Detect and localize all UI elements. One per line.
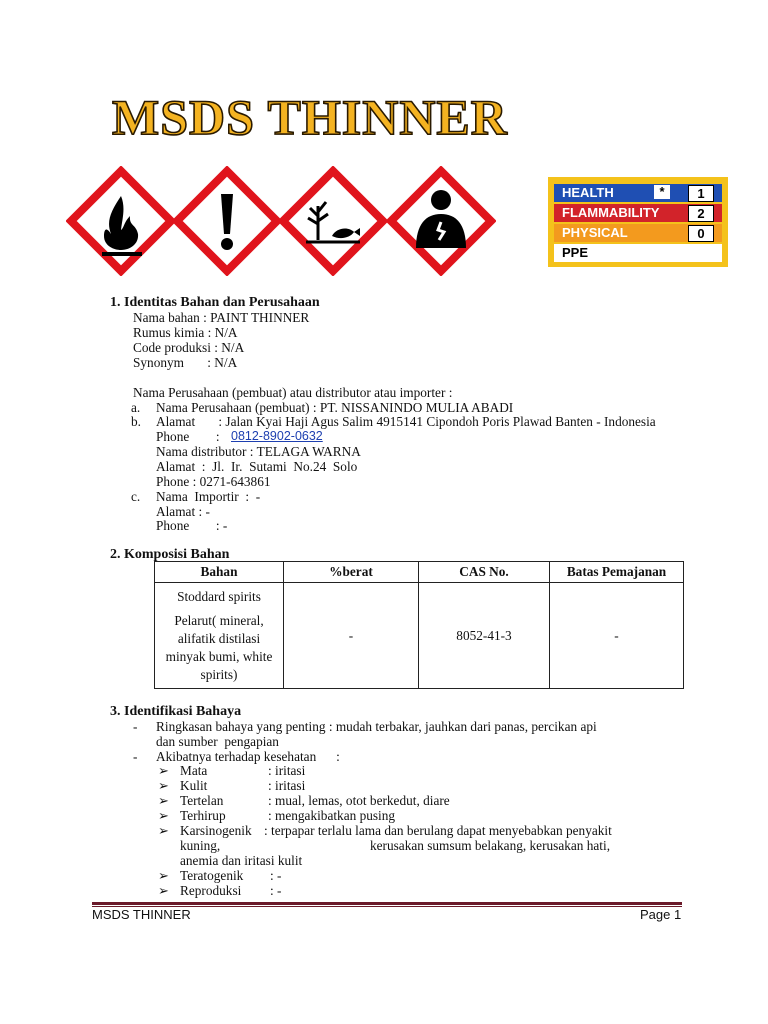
- effect-name: Tertelan: [180, 793, 224, 808]
- item-b-label: b.: [131, 414, 141, 429]
- dash-bullet: -: [133, 719, 138, 734]
- bahan-line: spirits): [200, 667, 238, 682]
- health-rating-row: [554, 184, 722, 202]
- phone-link[interactable]: 0812-8902-0632: [231, 429, 323, 443]
- bahan-line: minyak bumi, white: [165, 649, 273, 664]
- item-c-label: c.: [131, 489, 141, 504]
- effect-name: Karsinogenik: [180, 823, 252, 838]
- table-header-row: [155, 562, 684, 583]
- effect-name: Teratogenik: [180, 868, 244, 883]
- ringkasan-bahaya-cont: dan sumber pengapian: [156, 734, 279, 749]
- physical-value: 0: [688, 225, 714, 242]
- section-3-heading: 3. Identifikasi Bahaya: [110, 704, 242, 719]
- bahan-line: Stoddard spirits: [177, 589, 261, 604]
- environment-icon: [278, 166, 388, 276]
- arrow-bullet: ➢: [158, 868, 169, 883]
- flammability-value: 2: [688, 205, 714, 222]
- col-cas: CAS No.: [419, 562, 550, 583]
- arrow-bullet: ➢: [158, 883, 169, 898]
- company-intro: Nama Perusahaan (pembuat) atau distributor atau importer :: [133, 385, 453, 400]
- phone-label: Phone :: [156, 429, 220, 444]
- effect-value: : iritasi: [268, 778, 306, 793]
- effect-name: Reproduksi: [180, 883, 242, 898]
- rumus-kimia: Rumus kimia : N/A: [133, 325, 238, 340]
- hazard-pictograms: [66, 166, 526, 276]
- section-1-heading: 1. Identitas Bahan dan Perusahaan: [110, 295, 320, 310]
- effect-value: : mengakibatkan pusing: [268, 808, 396, 823]
- effect-name: Kulit: [180, 778, 208, 793]
- cell-berat: -: [284, 583, 419, 689]
- effect-value-cont: kuning,: [180, 838, 221, 853]
- page-number: Page 1: [640, 907, 682, 922]
- section-2-heading: 2. Komposisi Bahan: [110, 547, 230, 562]
- effect-value: : terpapar terlalu lama dan berulang dapat menyebabkan penyakit: [264, 823, 612, 838]
- effect-value-cont: kerusakan sumsum belakang, kerusakan hati,: [370, 838, 611, 853]
- item-a-label: a.: [131, 400, 141, 415]
- health-value: 1: [688, 185, 714, 202]
- arrow-bullet: ➢: [158, 763, 169, 778]
- synonym: Synonym : N/A: [133, 355, 238, 370]
- hazard-rating-panel: [548, 177, 728, 267]
- effect-name: Mata: [180, 763, 208, 778]
- distributor-name: Nama distributor : TELAGA WARNA: [156, 444, 361, 459]
- flame-icon: [66, 166, 176, 276]
- bahan-line: alifatik distilasi: [177, 631, 261, 646]
- flammability-rating-row: [554, 204, 722, 222]
- flammability-label: FLAMMABILITY: [562, 205, 660, 220]
- document-title: MSDS THINNER: [112, 89, 508, 145]
- ppe-label: PPE: [562, 245, 589, 260]
- ringkasan-bahaya: Ringkasan bahaya yang penting : mudah terbakar, jauhkan dari panas, percikan api: [156, 719, 597, 734]
- nama-bahan: Nama bahan : PAINT THINNER: [133, 310, 310, 325]
- health-hazard-icon: [386, 166, 496, 276]
- table-row: [155, 583, 684, 689]
- manufacturer-address: Alamat : Jalan Kyai Haji Agus Salim 4915141 Cipondoh Poris Plawad Banten - Indonesia: [156, 414, 656, 429]
- physical-rating-row: [554, 224, 722, 242]
- importer-phone: Phone : -: [156, 518, 228, 533]
- cell-bahan: [155, 583, 284, 689]
- importer-name: Nama Importir : -: [156, 489, 261, 504]
- footer-title: MSDS THINNER: [92, 907, 191, 922]
- code-produksi: Code produksi : N/A: [133, 340, 245, 355]
- akibat-kesehatan: Akibatnya terhadap kesehatan :: [156, 749, 340, 764]
- bahan-line: Pelarut( mineral,: [174, 613, 264, 628]
- exclamation-icon: [172, 166, 282, 276]
- manufacturer-name: Nama Perusahaan (pembuat) : PT. NISSANINDO MULIA ABADI: [156, 400, 514, 415]
- physical-label: PHYSICAL: [562, 225, 628, 240]
- col-batas: Batas Pemajanan: [550, 562, 684, 583]
- distributor-phone: Phone : 0271-643861: [156, 474, 271, 489]
- arrow-bullet: ➢: [158, 793, 169, 808]
- dash-bullet: -: [133, 749, 138, 764]
- col-bahan: Bahan: [155, 562, 284, 583]
- health-label: HEALTH: [562, 185, 614, 200]
- effect-name: Terhirup: [180, 808, 226, 823]
- arrow-bullet: ➢: [158, 823, 169, 838]
- footer-divider: [92, 902, 682, 905]
- arrow-bullet: ➢: [158, 808, 169, 823]
- composition-table: [154, 561, 684, 689]
- cell-cas: 8052-41-3: [419, 583, 550, 689]
- effect-value-cont: anemia dan iritasi kulit: [180, 853, 303, 868]
- effect-value: : mual, lemas, otot berkedut, diare: [268, 793, 450, 808]
- col-berat: %berat: [284, 562, 419, 583]
- arrow-bullet: ➢: [158, 778, 169, 793]
- effect-value: : -: [270, 868, 282, 883]
- distributor-address: Alamat : Jl. Ir. Sutami No.24 Solo: [156, 459, 358, 474]
- cell-batas: -: [550, 583, 684, 689]
- ppe-rating-row: [554, 244, 722, 262]
- effect-value: : iritasi: [268, 763, 306, 778]
- chronic-marker: *: [654, 185, 670, 199]
- effect-value: : -: [270, 883, 282, 898]
- importer-address: Alamat : -: [156, 504, 210, 519]
